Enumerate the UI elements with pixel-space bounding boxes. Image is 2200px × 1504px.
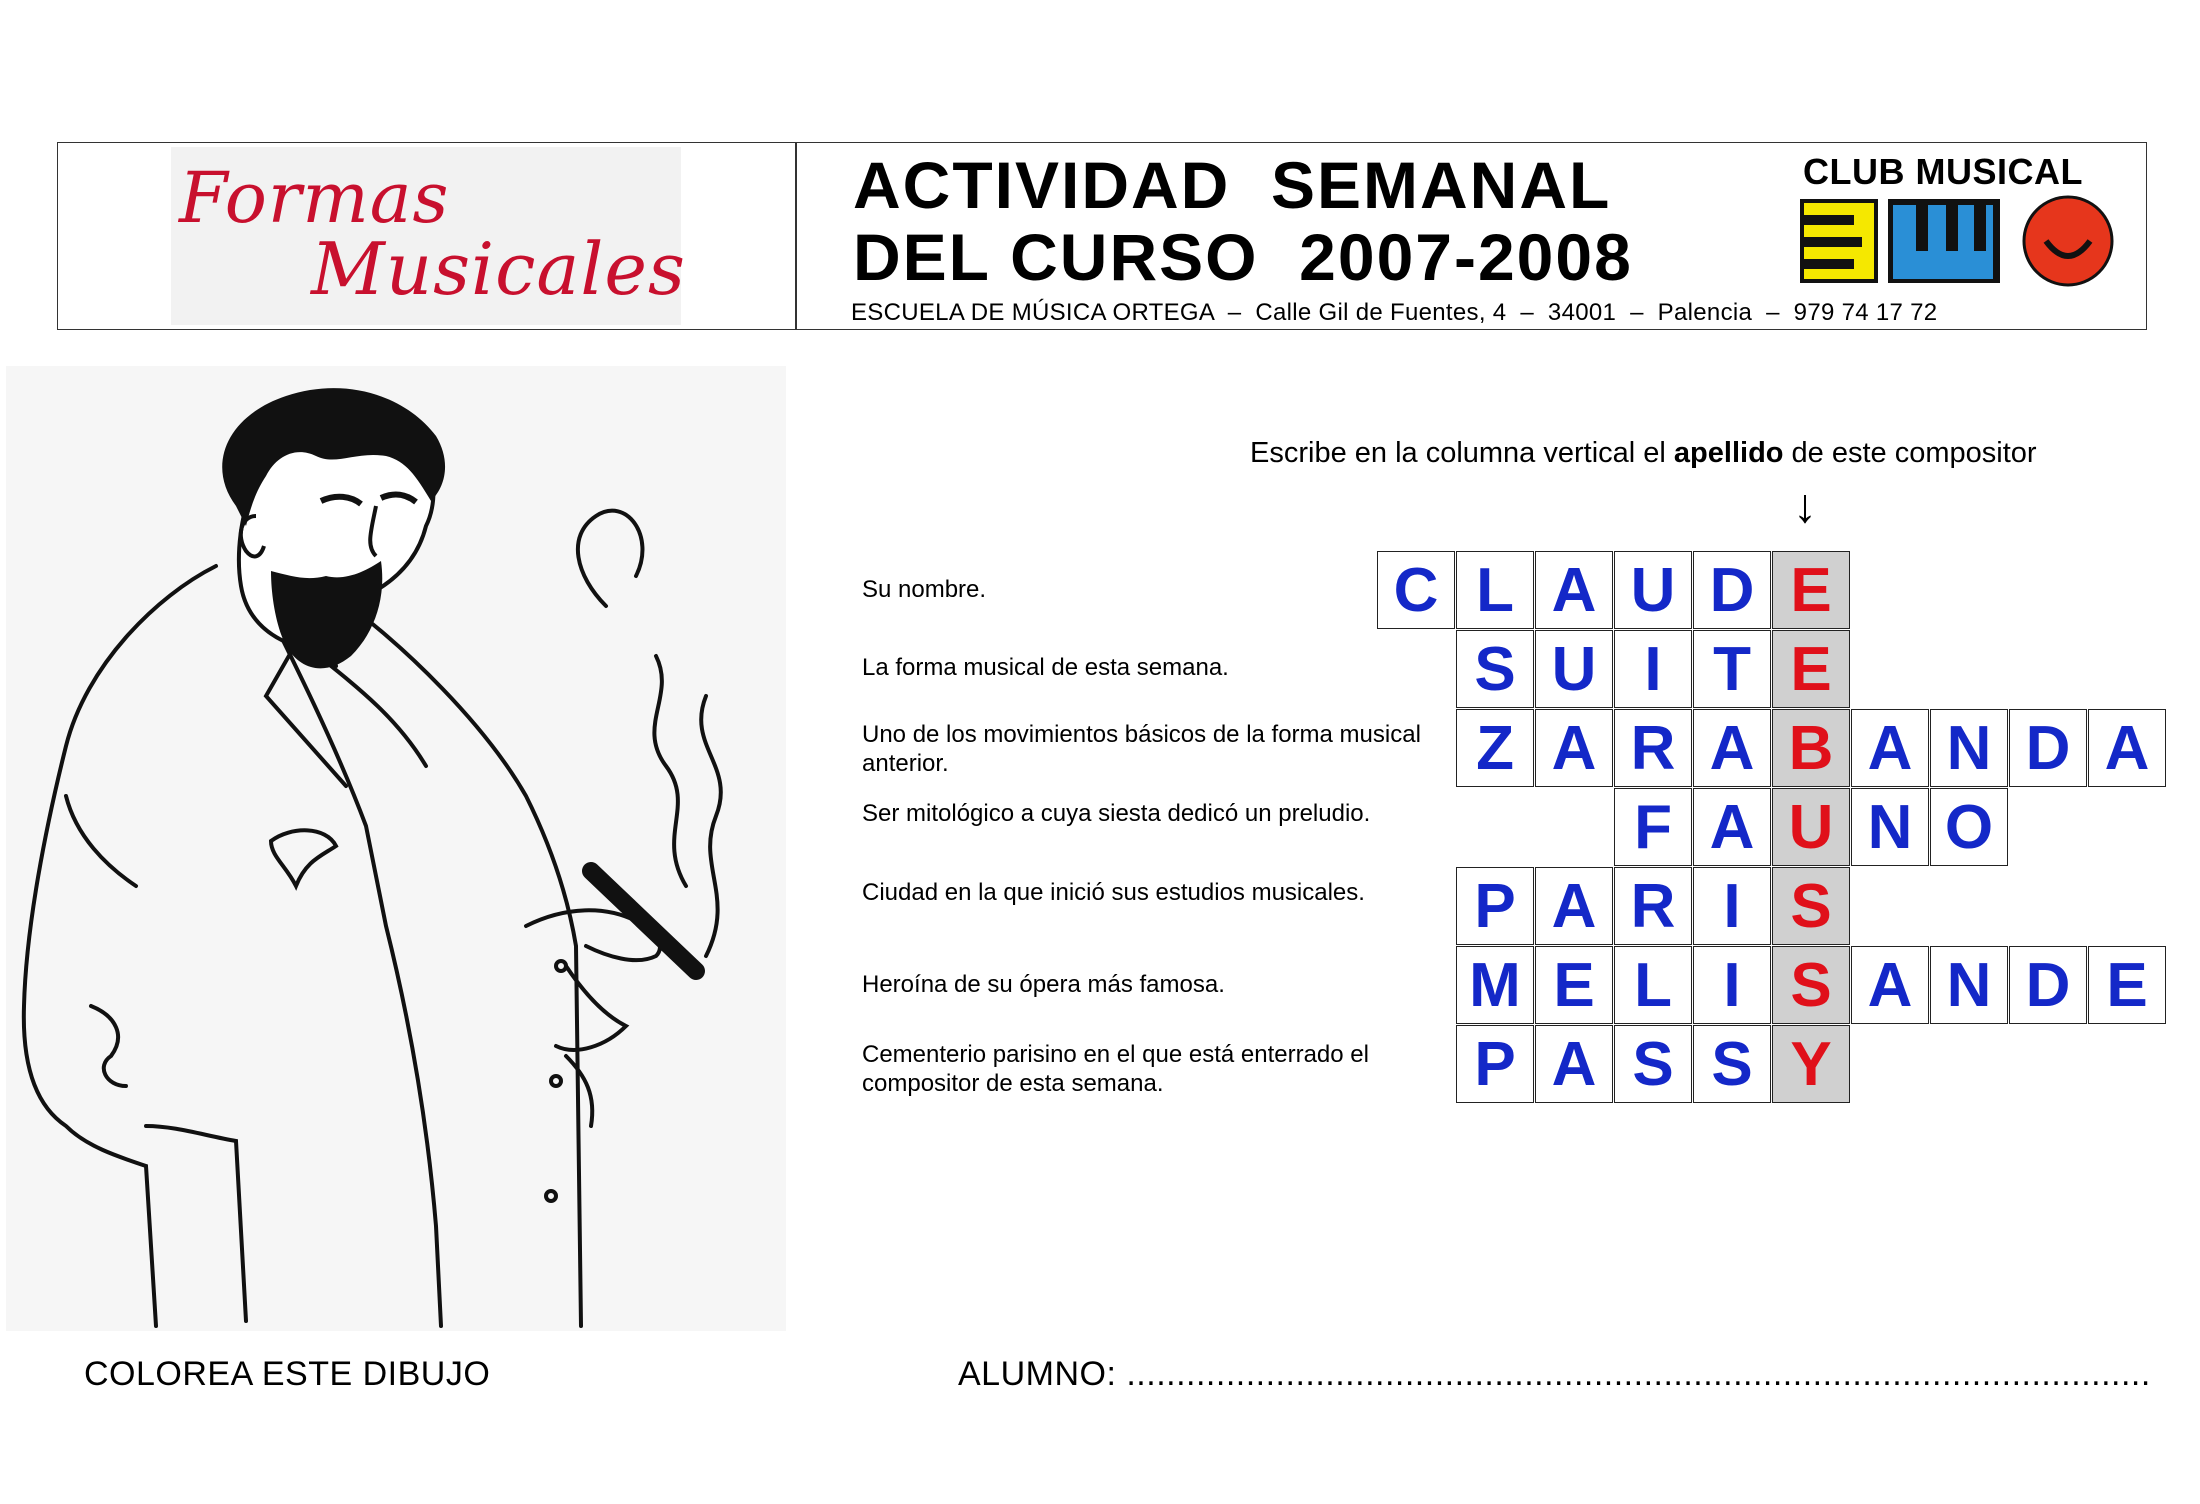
crossword-cell[interactable]: D [2009, 946, 2087, 1024]
instruction-text-end: de este compositor [1783, 437, 2037, 469]
crossword-cell[interactable]: I [1614, 630, 1692, 708]
title-line-1: ACTIVIDAD SEMANAL [853, 148, 1612, 222]
composer-caricature-drawing [6, 366, 786, 1331]
student-name-field[interactable]: ALUMNO: ....................................................................................................... [958, 1355, 2151, 1393]
crossword-cell[interactable]: C [1377, 551, 1455, 629]
instruction-text-start: Escribe en la columna vertical el [1250, 437, 1674, 469]
clue-text: Ser mitológico a cuya siesta dedicó un preludio. [862, 800, 1371, 827]
header-divider [795, 143, 797, 329]
crossword-key-cell[interactable]: U [1772, 788, 1850, 866]
crossword-cell[interactable]: Z [1456, 709, 1534, 787]
logo-word-musicales: Musicales [311, 227, 686, 311]
crossword-cell[interactable]: A [1535, 867, 1613, 945]
crossword-cell[interactable]: A [1693, 709, 1771, 787]
crossword-cell[interactable]: A [1851, 946, 1929, 1024]
crossword-key-cell[interactable]: E [1772, 551, 1850, 629]
crossword-cell[interactable]: I [1693, 867, 1771, 945]
crossword-key-cell[interactable]: E [1772, 630, 1850, 708]
crossword-cell[interactable]: F [1614, 788, 1692, 866]
crossword-cell[interactable]: N [1930, 946, 2008, 1024]
header-box [57, 142, 2147, 330]
crossword-cell[interactable]: E [2088, 946, 2166, 1024]
crossword-cell[interactable]: N [1851, 788, 1929, 866]
crossword-cell[interactable]: U [1535, 630, 1613, 708]
crossword-cell[interactable]: S [1693, 1025, 1771, 1103]
logo-word-formas: Formas [179, 157, 450, 239]
crossword-cell[interactable]: I [1693, 946, 1771, 1024]
crossword-key-cell[interactable]: S [1772, 867, 1850, 945]
crossword-cell[interactable]: P [1456, 1025, 1534, 1103]
clue-text: La forma musical de esta semana. [862, 654, 1229, 681]
club-name: CLUB MUSICAL [1803, 151, 2083, 192]
crossword-cell[interactable]: L [1614, 946, 1692, 1024]
crossword-cell[interactable]: A [1535, 1025, 1613, 1103]
crossword-cell[interactable]: S [1614, 1025, 1692, 1103]
crossword-cell[interactable]: N [1930, 709, 2008, 787]
club-musical-logo [1798, 151, 2133, 289]
crossword-cell[interactable]: M [1456, 946, 1534, 1024]
emo-logo-icon [1798, 193, 2128, 289]
crossword-cell[interactable]: E [1535, 946, 1613, 1024]
crossword-cell[interactable]: D [1693, 551, 1771, 629]
clue-text: Uno de los movimientos básicos de la forma musical anterior. [862, 721, 1421, 777]
school-address: ESCUELA DE MÚSICA ORTEGA – Calle Gil de Fuentes, 4 – 34001 – Palencia – 979 74 17 72 [851, 299, 1938, 326]
crossword-cell[interactable]: D [2009, 709, 2087, 787]
crossword-key-cell[interactable]: B [1772, 709, 1850, 787]
crossword-cell[interactable]: U [1614, 551, 1692, 629]
clue-text: Cementerio parisino en el que está enterrado el compositor de esta semana. [862, 1041, 1369, 1097]
crossword-cell[interactable]: O [1930, 788, 2008, 866]
crossword-cell[interactable]: A [1535, 709, 1613, 787]
crossword-cell[interactable]: S [1456, 630, 1534, 708]
crossword-cell[interactable]: P [1456, 867, 1534, 945]
crossword-key-cell[interactable]: S [1772, 946, 1850, 1024]
crossword-cell[interactable]: A [1535, 551, 1613, 629]
formas-musicales-logo [171, 147, 686, 325]
title-line-2: DEL CURSO 2007-2008 [853, 220, 1633, 294]
clue-text: Heroína de su ópera más famosa. [862, 971, 1225, 998]
crossword-key-cell[interactable]: Y [1772, 1025, 1850, 1103]
crossword-instruction [1250, 437, 2037, 470]
crossword-cell[interactable]: R [1614, 709, 1692, 787]
crossword-cell[interactable]: A [2088, 709, 2166, 787]
crossword-cell[interactable]: A [1851, 709, 1929, 787]
color-drawing-label: COLOREA ESTE DIBUJO [84, 1355, 491, 1393]
clue-text: Su nombre. [862, 576, 987, 603]
composer-caricature-illustration [6, 366, 786, 1331]
instruction-bold-word: apellido [1673, 437, 1784, 469]
clue-text: Ciudad en la que inició sus estudios musicales. [862, 879, 1365, 906]
crossword-cell[interactable]: L [1456, 551, 1534, 629]
down-arrow-icon: ↓ [1793, 480, 1817, 533]
crossword-cell[interactable]: T [1693, 630, 1771, 708]
crossword-cell[interactable]: R [1614, 867, 1692, 945]
crossword-cell[interactable]: A [1693, 788, 1771, 866]
